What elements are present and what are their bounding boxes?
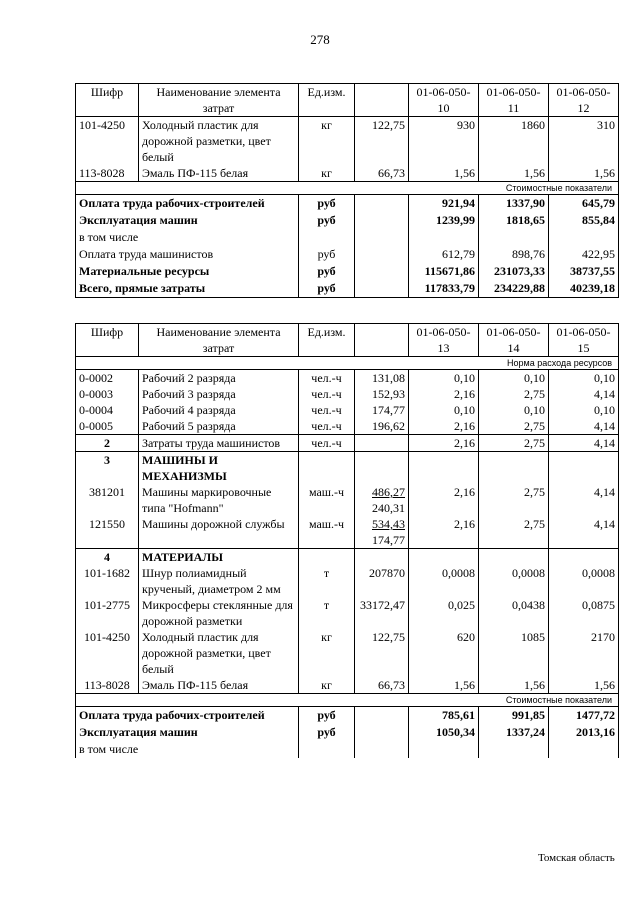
header-name: Наименование элемента затрат [139, 84, 299, 117]
row-price [355, 435, 409, 452]
row-v2: 0,10 [479, 402, 549, 418]
row-v3: 0,0875 [549, 597, 619, 629]
row-unit: кг [299, 117, 355, 166]
table-row [76, 165, 619, 182]
row-v1: 2,16 [409, 435, 479, 452]
row-v1: 2,16 [409, 386, 479, 402]
row-code: 113-8028 [76, 165, 139, 182]
group-header-row [76, 452, 619, 485]
resource-table-1 [75, 83, 619, 298]
price-secondary: 240,31 [372, 501, 405, 515]
summary-unit: руб [299, 280, 355, 298]
summary-v3: 422,95 [549, 246, 619, 263]
row-v1: 2,16 [409, 516, 479, 549]
row-price: 66,73 [355, 677, 409, 694]
row-code: 381201 [76, 484, 139, 516]
summary-name: Эксплуатация машин [76, 212, 299, 229]
row-price: 196,62 [355, 418, 409, 435]
price-primary: 534,43 [372, 517, 405, 531]
summary-row [76, 741, 619, 758]
row-price: 33172,47 [355, 597, 409, 629]
empty-cell [355, 452, 409, 485]
row-v3: 1,56 [549, 165, 619, 182]
row-code: 101-1682 [76, 565, 139, 597]
row-code: 0-0003 [76, 386, 139, 402]
group-name: МАШИНЫ И МЕХАНИЗМЫ [139, 452, 299, 485]
row-v2: 2,75 [479, 435, 549, 452]
summary-v1 [409, 741, 479, 758]
group-code: 4 [76, 549, 139, 566]
row-name: Шнур полиамидный крученый, диаметром 2 мм [139, 565, 299, 597]
header-col-1: 01-06-050-13 [409, 324, 479, 357]
row-price: 174,77 [355, 402, 409, 418]
group-name: МАТЕРИАЛЫ [139, 549, 299, 566]
summary-price [355, 280, 409, 298]
row-name: Эмаль ПФ-115 белая [139, 165, 299, 182]
row-v2: 0,0438 [479, 597, 549, 629]
summary-price [355, 229, 409, 246]
summary-v2: 231073,33 [479, 263, 549, 280]
row-code: 0-0004 [76, 402, 139, 418]
group-header-row [76, 549, 619, 566]
row-v2: 2,75 [479, 516, 549, 549]
summary-name: Оплата труда машинистов [76, 246, 299, 263]
row-v1: 0,10 [409, 402, 479, 418]
summary-v3: 2013,16 [549, 724, 619, 741]
header-code: Шифр [76, 324, 139, 357]
row-unit: чел.-ч [299, 418, 355, 435]
row-code: 101-4250 [76, 629, 139, 677]
row-name: Холодный пластик для дорожной разметки, цвет белый [139, 629, 299, 677]
row-v1: 0,025 [409, 597, 479, 629]
summary-name: в том числе [76, 741, 299, 758]
row-code: 2 [76, 435, 139, 452]
row-unit: кг [299, 165, 355, 182]
row-price [355, 484, 409, 516]
row-unit: кг [299, 629, 355, 677]
row-v2: 0,10 [479, 370, 549, 387]
summary-v1: 612,79 [409, 246, 479, 263]
row-v2: 0,0008 [479, 565, 549, 597]
row-v1: 2,16 [409, 484, 479, 516]
row-v3: 1,56 [549, 677, 619, 694]
summary-v2 [479, 741, 549, 758]
section-label: Стоимостные показатели [76, 182, 619, 195]
row-code: 121550 [76, 516, 139, 549]
row-v2: 1860 [479, 117, 549, 166]
summary-v3: 1477,72 [549, 707, 619, 725]
summary-name: Эксплуатация машин [76, 724, 299, 741]
table-row [76, 565, 619, 597]
table-row [76, 370, 619, 387]
summary-v3: 645,79 [549, 195, 619, 213]
price-secondary: 174,77 [372, 533, 405, 547]
row-v1: 1,56 [409, 165, 479, 182]
footer-region: Томская область [538, 852, 615, 864]
table-row [76, 597, 619, 629]
row-v2: 1,56 [479, 677, 549, 694]
empty-cell [549, 549, 619, 566]
summary-unit [299, 741, 355, 758]
header-col-2: 01-06-050-11 [479, 84, 549, 117]
summary-v2 [479, 229, 549, 246]
header-unit: Ед.изм. [299, 84, 355, 117]
row-unit: чел.-ч [299, 435, 355, 452]
summary-v1: 115671,86 [409, 263, 479, 280]
summary-unit: руб [299, 724, 355, 741]
row-v1: 930 [409, 117, 479, 166]
empty-cell [479, 452, 549, 485]
row-v2: 1085 [479, 629, 549, 677]
summary-v2: 1818,65 [479, 212, 549, 229]
header-name: Наименование элемента затрат [139, 324, 299, 357]
row-unit: маш.-ч [299, 516, 355, 549]
section-label: Стоимостные показатели [76, 694, 619, 707]
summary-row [76, 229, 619, 246]
summary-v2: 1337,90 [479, 195, 549, 213]
summary-v2: 1337,24 [479, 724, 549, 741]
table-row [76, 386, 619, 402]
row-price: 122,75 [355, 117, 409, 166]
summary-row [76, 263, 619, 280]
row-v2: 2,75 [479, 418, 549, 435]
row-v2: 2,75 [479, 484, 549, 516]
summary-price [355, 707, 409, 725]
summary-unit: руб [299, 212, 355, 229]
row-unit: чел.-ч [299, 402, 355, 418]
page-number: 278 [310, 32, 330, 47]
summary-unit: руб [299, 246, 355, 263]
row-name: Рабочий 2 разряда [139, 370, 299, 387]
section-label-row [76, 694, 619, 707]
table-row [76, 484, 619, 516]
row-price: 207870 [355, 565, 409, 597]
empty-cell [549, 452, 619, 485]
row-price: 131,08 [355, 370, 409, 387]
table-row [76, 402, 619, 418]
empty-cell [355, 549, 409, 566]
summary-v1: 117833,79 [409, 280, 479, 298]
row-v3: 2170 [549, 629, 619, 677]
row-unit: т [299, 597, 355, 629]
row-unit: т [299, 565, 355, 597]
table-header-row [76, 324, 619, 357]
summary-v3: 855,84 [549, 212, 619, 229]
summary-v2: 991,85 [479, 707, 549, 725]
section-label: Норма расхода ресурсов [76, 357, 619, 370]
summary-v1: 1239,99 [409, 212, 479, 229]
summary-price [355, 195, 409, 213]
row-name: Рабочий 3 разряда [139, 386, 299, 402]
summary-price [355, 741, 409, 758]
empty-cell [299, 452, 355, 485]
section-label-row [76, 182, 619, 195]
row-name: Машины маркировочные типа "Hofmann" [139, 484, 299, 516]
summary-price [355, 246, 409, 263]
summary-v1: 785,61 [409, 707, 479, 725]
row-code: 101-2775 [76, 597, 139, 629]
summary-unit: руб [299, 263, 355, 280]
summary-row [76, 707, 619, 725]
summary-v3 [549, 741, 619, 758]
row-v3: 4,14 [549, 386, 619, 402]
resource-table-2 [75, 323, 619, 758]
row-unit: маш.-ч [299, 484, 355, 516]
price-primary: 486,27 [372, 485, 405, 499]
summary-row [76, 280, 619, 298]
row-name: Микросферы стеклянные для дорожной разметки [139, 597, 299, 629]
table-header-row [76, 84, 619, 117]
summary-v1 [409, 229, 479, 246]
row-unit: кг [299, 677, 355, 694]
row-v2: 1,56 [479, 165, 549, 182]
group-code: 3 [76, 452, 139, 485]
row-name: Рабочий 5 разряда [139, 418, 299, 435]
summary-unit [299, 229, 355, 246]
summary-price [355, 212, 409, 229]
row-v1: 0,10 [409, 370, 479, 387]
header-col-1: 01-06-050-10 [409, 84, 479, 117]
row-code: 0-0002 [76, 370, 139, 387]
section-label-row [76, 357, 619, 370]
summary-row [76, 246, 619, 263]
row-v3: 0,10 [549, 402, 619, 418]
summary-row [76, 724, 619, 741]
empty-cell [299, 549, 355, 566]
row-name: Затраты труда машинистов [139, 435, 299, 452]
row-unit: чел.-ч [299, 386, 355, 402]
row-price: 66,73 [355, 165, 409, 182]
header-price [355, 84, 409, 117]
row-code: 0-0005 [76, 418, 139, 435]
table-row [76, 117, 619, 166]
table-row [76, 435, 619, 452]
row-price [355, 516, 409, 549]
table-row [76, 677, 619, 694]
row-v3: 0,10 [549, 370, 619, 387]
header-code: Шифр [76, 84, 139, 117]
row-v2: 2,75 [479, 386, 549, 402]
row-name: Эмаль ПФ-115 белая [139, 677, 299, 694]
empty-cell [409, 549, 479, 566]
table-row [76, 418, 619, 435]
header-col-3: 01-06-050-15 [549, 324, 619, 357]
row-unit: чел.-ч [299, 370, 355, 387]
summary-v3 [549, 229, 619, 246]
row-v1: 2,16 [409, 418, 479, 435]
header-col-3: 01-06-050-12 [549, 84, 619, 117]
row-v3: 4,14 [549, 484, 619, 516]
empty-cell [409, 452, 479, 485]
summary-name: Оплата труда рабочих-строителей [76, 707, 299, 725]
row-v3: 4,14 [549, 516, 619, 549]
row-code: 113-8028 [76, 677, 139, 694]
summary-price [355, 724, 409, 741]
summary-row [76, 195, 619, 213]
table-row [76, 629, 619, 677]
row-price: 152,93 [355, 386, 409, 402]
row-price: 122,75 [355, 629, 409, 677]
summary-v1: 921,94 [409, 195, 479, 213]
empty-cell [479, 549, 549, 566]
summary-name: Всего, прямые затраты [76, 280, 299, 298]
summary-unit: руб [299, 707, 355, 725]
row-name: Рабочий 4 разряда [139, 402, 299, 418]
row-v1: 1,56 [409, 677, 479, 694]
row-v1: 620 [409, 629, 479, 677]
row-v3: 310 [549, 117, 619, 166]
summary-v1: 1050,34 [409, 724, 479, 741]
header-price [355, 324, 409, 357]
summary-name: Оплата труда рабочих-строителей [76, 195, 299, 213]
summary-row [76, 212, 619, 229]
summary-price [355, 263, 409, 280]
row-name: Холодный пластик для дорожной разметки, цвет белый [139, 117, 299, 166]
summary-v3: 38737,55 [549, 263, 619, 280]
summary-v2: 234229,88 [479, 280, 549, 298]
row-v3: 0,0008 [549, 565, 619, 597]
row-v1: 0,0008 [409, 565, 479, 597]
row-v3: 4,14 [549, 418, 619, 435]
header-col-2: 01-06-050-14 [479, 324, 549, 357]
summary-unit: руб [299, 195, 355, 213]
summary-name: в том числе [76, 229, 299, 246]
row-code: 101-4250 [76, 117, 139, 166]
summary-v3: 40239,18 [549, 280, 619, 298]
table-row [76, 516, 619, 549]
row-v3: 4,14 [549, 435, 619, 452]
header-unit: Ед.изм. [299, 324, 355, 357]
summary-v2: 898,76 [479, 246, 549, 263]
summary-name: Материальные ресурсы [76, 263, 299, 280]
row-name: Машины дорожной службы [139, 516, 299, 549]
